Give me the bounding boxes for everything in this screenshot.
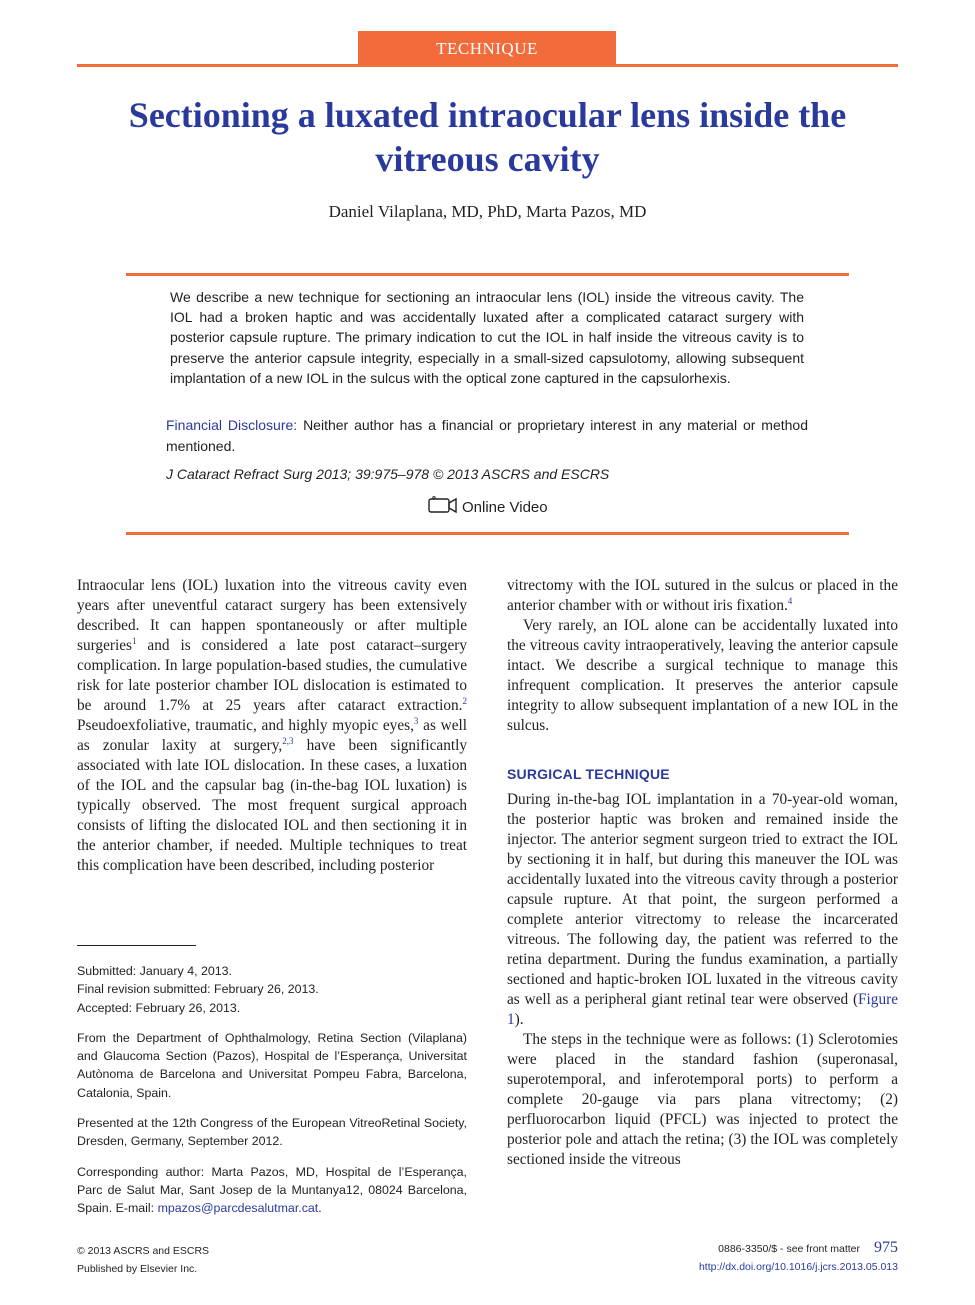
body-left-column <box>77 576 467 876</box>
reference-link[interactable]: 2 <box>462 696 467 706</box>
presentation-note: Presented at the 12th Congress of the European VitreoRetinal Society, Dresden, Germany, September 2012. <box>77 1116 467 1149</box>
header-divider <box>77 64 898 67</box>
disclosure-label: Financial Disclosure: <box>166 417 298 433</box>
section-heading: SURGICAL TECHNIQUE <box>507 766 670 782</box>
abstract-text: We describe a new technique for sectioning an intraocular lens (IOL) inside the vitreous cavity. The IOL had a broken haptic and was accidentally luxated after a complicated cataract surgery with posterior capsule rupture. The primary indication to cut the IOL in half inside the vitreous cavity is to preserve the anterior capsule integrity, especially in a small-sized capsulotomy, allowing subsequent implantation of a new IOL in the sulcus with the optical zone captured in the capsulorhexis. <box>170 289 804 386</box>
footer-right <box>560 1239 898 1276</box>
disclosure-text: Neither author has a financial or proprietary interest in any material or method mentioned. <box>166 417 808 454</box>
abstract-top-divider <box>126 273 849 276</box>
copyright: © 2013 ASCRS and ESCRS <box>77 1245 210 1257</box>
affiliation: From the Department of Ophthalmology, Retina Section (Vilaplana) and Glaucoma Section (Pazos), Hospital de l’Esperança, Universitat Autònoma de Barcelona and Universitat Pompeu Fabra, Barcelona, Catalonia, Spain. <box>77 1030 467 1100</box>
body-right-column <box>507 576 898 1170</box>
article-title: Sectioning a luxated intraocular lens inside the vitreous cavity <box>128 95 847 179</box>
submitted-date: Submitted: January 4, 2013. <box>77 964 232 978</box>
footnotes <box>77 962 467 1230</box>
intro-paragraph: Intraocular lens (IOL) luxation into the vitreous cavity even years after uneventful cataract surgery has been extensively described. It can happen spontaneously or after multiple surgeries$^1$ and is considered a late post cataract–surgery complication. In large population-based studies, the cumulative risk for late posterior chamber IOL dislocation is estimated to be around 1.7% at 25 years after cataract extraction.$^2$ Pseudoexfoliative, traumatic, and highly myopic eyes,$^3$ as well as zonular laxity at surgery,$^{2,3}$ have been significantly associated with late IOL dislocation. In these cases, a luxation of the IOL and the capsular bag (in-the-bag IOL luxation) is typically observed. The most frequent surgical approach consists of lifting the dislocated IOL and then sectioning it in the anterior chamber, if needed. Multiple techniques to treat this complication have been described, including posterior <box>77 577 467 874</box>
issn: 0886-3350/$ - see front matter <box>718 1243 860 1255</box>
revision-date: Final revision submitted: February 26, 2013. <box>77 982 319 997</box>
dates-block <box>77 962 467 1017</box>
reference-link[interactable]: 1 <box>131 636 137 646</box>
author-list: Daniel Vilaplana, MD, PhD, Marta Pazos, MD <box>328 202 647 221</box>
footer-left <box>77 1242 209 1278</box>
paragraph: Very rarely, an IOL alone can be accidentally luxated into the vitreous cavity intraoperatively, leaving the anterior capsule intact. We describe a surgical technique to manage this infrequent complication. It preserves the anterior capsule integrity to allow subsequent implantation of a new IOL in the sulcus. <box>507 617 898 734</box>
reference-link[interactable]: 4 <box>787 596 793 606</box>
online-video-link[interactable] <box>428 496 548 518</box>
abstract-bottom-divider <box>126 532 849 535</box>
paragraph: The steps in the technique were as follows: (1) Sclerotomies were placed in the standard fashion (superonasal, superotemporal, and inferotemporal ports) to perform a complete 20-gauge via pars plana vitrectomy; (2) perfluorocarbon liquid (PFCL) was injected to protect the posterior pole and attach the retina; (3) the IOL was completely sectioned inside the vitreous <box>507 1031 898 1168</box>
video-camera-icon <box>428 496 458 518</box>
reference-link[interactable]: 2,3 <box>282 736 294 746</box>
email-link[interactable]: mpazos@parcdesalutmar.cat <box>157 1201 319 1216</box>
online-video-label: Online Video <box>462 498 548 516</box>
continued-paragraph: vitrectomy with the IOL sutured in the sulcus or placed in the anterior chamber with or without iris fixation.$^4$ <box>507 577 898 614</box>
corresponding-author: Corresponding author: Marta Pazos, MD, Hospital de l’Esperança, Parc de Salut Mar, Sant Josep de la Muntanya12, 08024 Barcelona, Spain. E-mail: mpazos@parcdesalutmar.cat. <box>77 1164 467 1216</box>
figure-link[interactable]: Figure 1 <box>507 991 898 1028</box>
section-tag: TECHNIQUE <box>358 31 616 65</box>
footnote-divider <box>77 945 196 946</box>
reference-link[interactable]: 3 <box>413 716 419 726</box>
journal-citation: J Cataract Refract Surg 2013; 39:975–978 © 2013 ASCRS and ESCRS <box>166 466 610 482</box>
publisher: Published by Elsevier Inc. <box>77 1263 198 1275</box>
financial-disclosure <box>166 415 808 457</box>
accepted-date: Accepted: February 26, 2013. <box>77 1000 241 1015</box>
doi-link[interactable]: http://dx.doi.org/10.1016/j.jcrs.2013.05.013 <box>698 1261 898 1273</box>
paragraph: During in-the-bag IOL implantation in a 70-year-old woman, the posterior haptic was broken and remained inside the injector. The anterior segment surgeon tried to extract the IOL by sectioning it in half, but during this maneuver the IOL was accidentally luxated into the vitreous cavity through a posterior capsule rupture. At that point, the surgeon performed a complete anterior vitrectomy to release the incarcerated vitreous. The following day, the patient was referred to the retina department. During the fundus examination, a partially sectioned and haptic-broken IOL luxated in the vitreous cavity as well as a peripheral giant retinal tear were observed (Figure 1). <box>507 791 898 1028</box>
page-number: 975 <box>874 1239 898 1256</box>
